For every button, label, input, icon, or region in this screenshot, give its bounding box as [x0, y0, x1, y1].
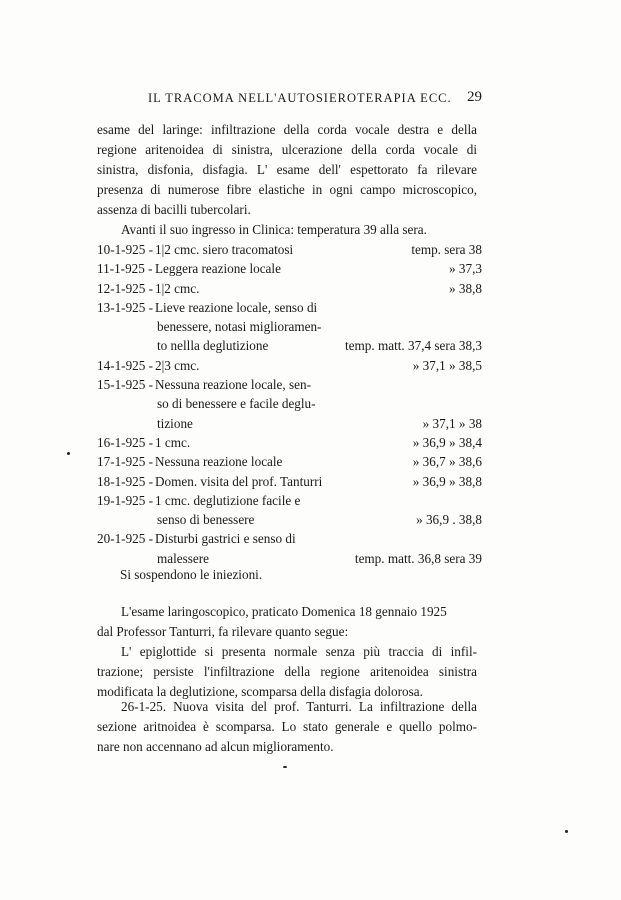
log-temp: temp. matt. 36,8 sera 39 — [354, 550, 482, 566]
log-row — [97, 377, 482, 396]
log-desc: so di benessere e facile deglu- — [157, 396, 316, 412]
log-date: 15-1-925 - — [97, 377, 154, 393]
text-line: L'esame laringoscopico, praticato Domenica 18 gennaio 1925 — [121, 604, 447, 619]
ink-speck — [283, 766, 287, 768]
log-row — [97, 435, 482, 454]
log-desc: tizione — [157, 415, 193, 431]
text-line: sinistra, disfonia, disfagia. L' esame dell' espettorato fa rilevare — [97, 162, 477, 177]
log-desc: Leggera reazione locale — [155, 261, 281, 277]
log-desc: Nessuna reazione locale — [155, 454, 283, 470]
page-number: 29 — [467, 89, 482, 105]
log-date: 18-1-925 - — [97, 473, 154, 489]
log-date: 12-1-925 - — [97, 280, 154, 296]
exam-paragraph — [97, 602, 477, 702]
log-temp: » 36,9 » 38,4 — [412, 434, 482, 450]
log-temp: » 37,1 » 38,5 — [412, 357, 482, 373]
text-line: modificata la deglutizione, scomparsa della disfagia dolorosa. — [97, 684, 423, 699]
log-row — [97, 300, 482, 319]
log-date: 17-1-925 - — [97, 454, 154, 470]
log-row — [97, 242, 482, 261]
log-temp: temp. matt. 37,4 sera 38,3 — [345, 338, 482, 354]
log-temp: » 37,1 » 38 — [422, 415, 482, 431]
log-date: 11-1-925 - — [97, 261, 153, 277]
log-row — [97, 512, 482, 531]
log-desc: Disturbi gastrici e senso di — [155, 531, 296, 547]
closing-line: Si sospendono le iniezioni. — [120, 567, 263, 582]
ink-speck — [67, 452, 70, 455]
log-row — [97, 454, 482, 473]
log-desc: benessere, notasi miglioramen- — [157, 319, 322, 335]
log-row — [97, 338, 482, 357]
log-row — [97, 493, 482, 512]
log-desc: 1|2 cmc. — [155, 280, 200, 296]
log-row — [97, 531, 482, 550]
log-temp: » 36,9 . 38,8 — [416, 512, 482, 528]
log-desc: Lieve reazione locale, senso di — [155, 299, 318, 315]
log-row — [97, 261, 482, 280]
log-temp: temp. sera 38 — [411, 242, 482, 257]
text-line: L' epiglottide si presenta normale senza più traccia di infil- — [121, 644, 477, 659]
log-temp: » 37,3 — [449, 261, 482, 277]
intro-paragraph — [97, 120, 477, 240]
log-desc: 1 cmc. deglutizione facile e — [155, 492, 301, 508]
log-desc: 2|3 cmc. — [155, 357, 200, 373]
log-date: 20-1-925 - — [97, 531, 154, 547]
admission-line: Avanti il suo ingresso in Clinica: temperatura 39 alla sera. — [121, 222, 427, 237]
log-date: 13-1-925 - — [97, 299, 154, 315]
log-date: 14-1-925 - — [97, 357, 154, 373]
log-desc: malessere — [157, 550, 209, 566]
text-line: sezione aritnoidea è scomparsa. Lo stato generale e quello polmo- — [97, 719, 477, 734]
log-temp: » 36,7 » 38,6 — [412, 454, 482, 470]
log-desc: Nessuna reazione locale, sen- — [155, 377, 311, 393]
log-desc: Domen. visita del prof. Tanturri — [155, 473, 323, 489]
ink-speck — [565, 830, 568, 833]
text-line: nare non accennano ad alcun miglioramento. — [97, 739, 334, 754]
log-date: 19-1-925 - — [97, 492, 154, 508]
log-row — [97, 319, 482, 338]
log-desc: 1 cmc. — [155, 434, 191, 450]
text-line: trazione; persiste l'infiltrazione della regione aritenoidea sinistra — [97, 664, 477, 679]
log-temp: » 38,8 — [449, 280, 482, 296]
text-line: 26-1-25. Nuova visita del prof. Tanturri. La infiltrazione della — [121, 699, 477, 714]
log-row — [97, 416, 482, 435]
text-line: dal Professor Tanturri, fa rilevare quanto segue: — [97, 624, 349, 639]
text-line: presenza di numerose fibre elastiche in ogni campo microscopico, — [97, 182, 477, 197]
treatment-log — [97, 242, 482, 570]
text-line: assenza di bacilli tubercolari. — [97, 202, 251, 217]
log-desc: to nellla deglutizione — [157, 338, 269, 354]
text-line: esame del laringe: infiltrazione della corda vocale destra e della — [97, 122, 477, 137]
log-date: 16-1-925 - — [97, 434, 154, 450]
log-temp: » 36,9 » 38,8 — [412, 473, 482, 489]
log-date: 10-1-925 - — [97, 242, 154, 257]
log-desc: senso di benessere — [157, 512, 255, 528]
log-row — [97, 474, 482, 493]
text-line: regione aritenoidea di sinistra, ulcerazione della corda vocale di — [97, 142, 477, 157]
final-paragraph — [97, 697, 477, 757]
log-desc: 1|2 cmc. siero tracomatosi — [155, 242, 294, 257]
log-row — [97, 281, 482, 300]
header-title: IL TRACOMA NELL'AUTOSIEROTERAPIA ECC. — [148, 91, 452, 105]
log-row — [97, 396, 482, 415]
log-row — [97, 358, 482, 377]
